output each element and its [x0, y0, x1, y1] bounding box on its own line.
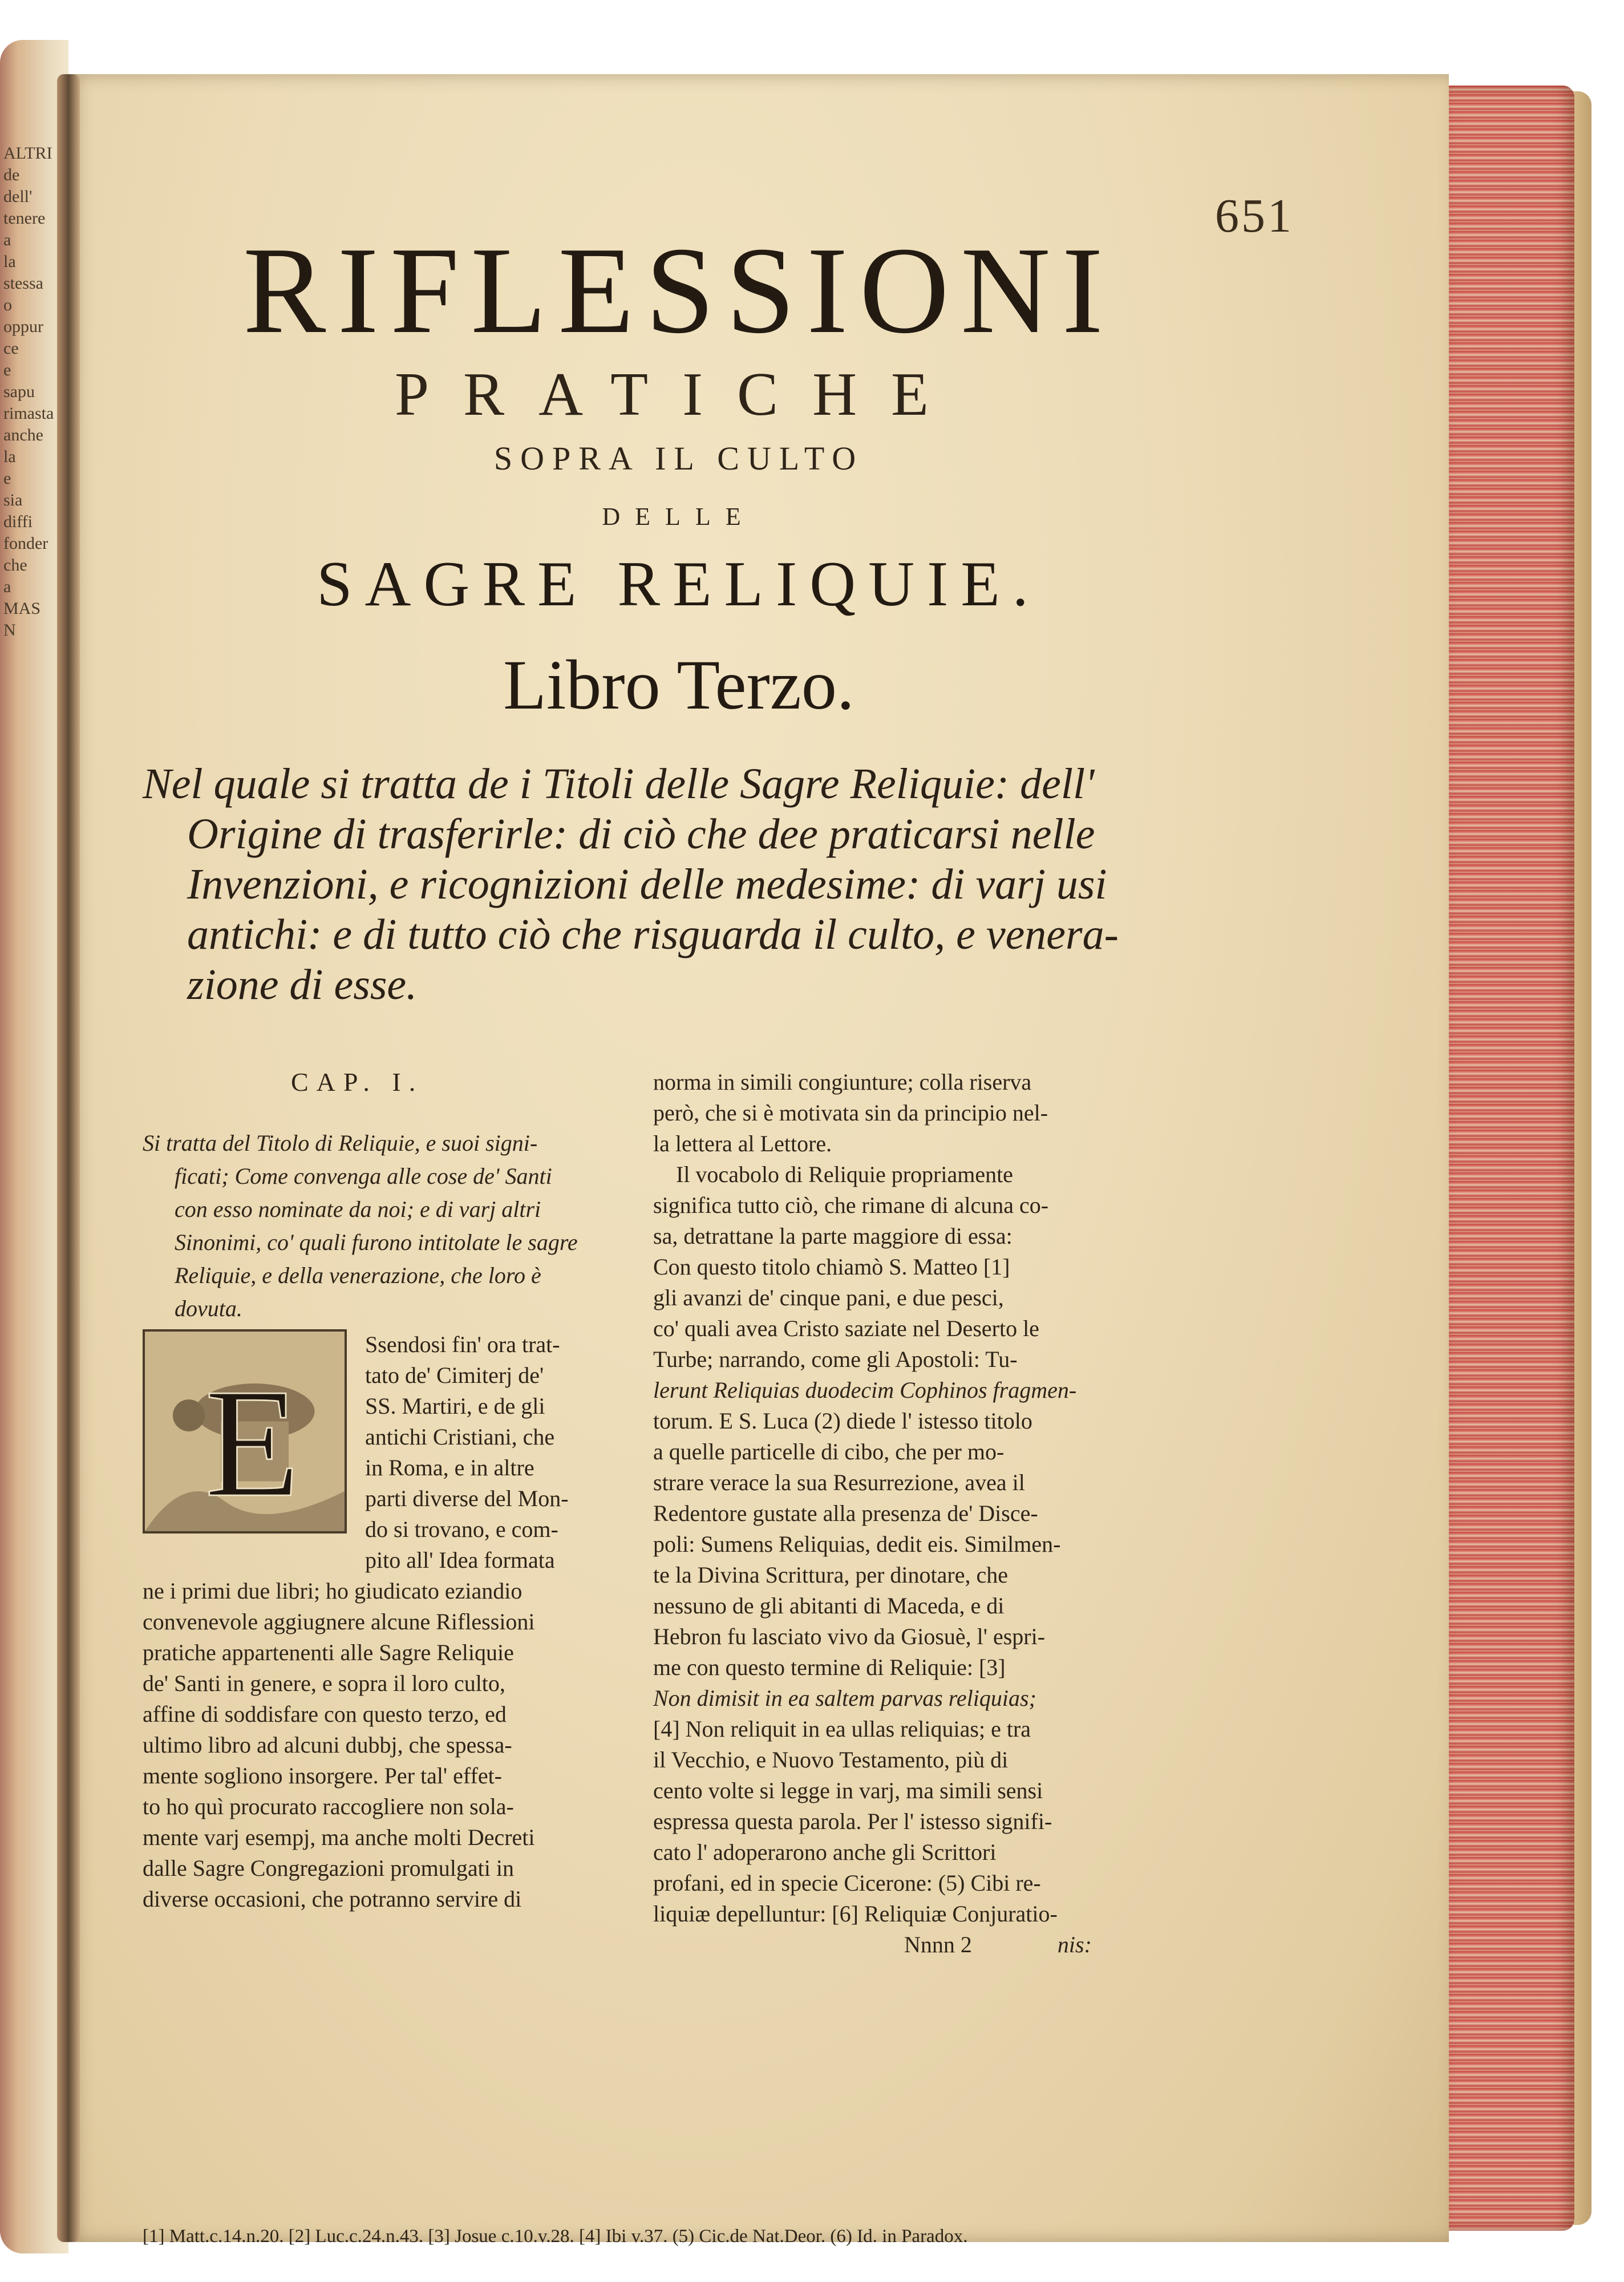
- left-page-fragment-word: e: [3, 361, 11, 379]
- body-line: mente sogliono insorgere. Per tal' effet-: [143, 1763, 502, 1789]
- left-page-fragment-word: e: [3, 469, 11, 488]
- body-line: torum. E S. Luca (2) diede l' istesso titolo: [653, 1408, 1032, 1434]
- book-summary: [143, 759, 1198, 1010]
- body-line: gli avanzi de' cinque pani, e due pesci,: [653, 1285, 1004, 1310]
- left-page-fragment-word: tenere: [3, 209, 46, 228]
- body-line: parti diverse del Mon-: [365, 1486, 569, 1511]
- body-line: affine di soddisfare con questo terzo, ed: [143, 1701, 507, 1727]
- summary-line: Origine di trasferirle: di ciò che dee praticarsi nelle: [187, 810, 1095, 858]
- summary-line: Invenzioni, e ricognizioni delle medesime: di varj usi: [187, 860, 1107, 908]
- book-heading: Libro Terzo.: [503, 646, 854, 724]
- body-line: me con questo termine di Reliquie: [3]: [653, 1654, 1006, 1680]
- body-line: Con questo titolo chiamò S. Matteo [1]: [653, 1254, 1010, 1280]
- body-line: in Roma, e in altre: [365, 1455, 534, 1480]
- left-page-fragment-word: che: [3, 556, 27, 574]
- argument-line: ficati; Come convenga alle cose de' Santi: [175, 1163, 552, 1189]
- left-page-fragment-word: sia: [3, 491, 23, 509]
- body-line: Hebron fu lasciato vivo da Giosuè, l' espri-: [653, 1624, 1046, 1649]
- left-page-text: [3, 143, 63, 641]
- body-line: do si trovano, e com-: [365, 1516, 558, 1542]
- body-line: cento volte si legge in varj, ma simili sensi: [653, 1778, 1043, 1803]
- left-page-fragment-word: sapu: [3, 382, 35, 401]
- left-page-fragment-word: MAS: [3, 599, 41, 618]
- body-line: [4] Non reliquit in ea ullas reliquias; e tra: [653, 1716, 1031, 1742]
- book-fore-edge: [1449, 86, 1574, 2231]
- body-line: de' Santi in genere, e sopra il loro culto,: [143, 1670, 505, 1696]
- left-page-fragment-word: a: [3, 230, 11, 249]
- argument-line: con esso nominate da noi; e di varj altri: [175, 1196, 541, 1222]
- title-line-5: SAGRE RELIQUIE.: [317, 549, 1041, 620]
- summary-line: zione di esse.: [187, 961, 418, 1009]
- body-line: Il vocabolo di Reliquie propriamente: [676, 1162, 1013, 1187]
- body-line: tato de' Cimiterj de': [365, 1362, 544, 1388]
- body-line: antichi Cristiani, che: [365, 1424, 555, 1450]
- body-line: convenevole aggiugnere alcune Riflessioni: [143, 1609, 535, 1634]
- left-page-fragment-word: la: [3, 252, 16, 271]
- right-column-text: [653, 1067, 1152, 1960]
- body-line: la lettera al Lettore.: [653, 1131, 832, 1156]
- left-page-fragment-word: anche: [3, 426, 43, 444]
- chapter-label: CAP. I.: [291, 1067, 424, 1097]
- body-line: SS. Martiri, e de gli: [365, 1393, 545, 1419]
- initial-ornament-image: [145, 1332, 345, 1531]
- body-line: lerunt Reliquias duodecim Cophinos fragmen-: [653, 1377, 1077, 1403]
- signature-and-catchword: [653, 1929, 1152, 1960]
- body-line: a quelle particelle di cibo, che per mo-: [653, 1439, 1005, 1464]
- title-line-3: SOPRA IL CULTO: [493, 440, 864, 477]
- body-line: ne i primi due libri; ho giudicato eziandio: [143, 1578, 523, 1604]
- argument-line: Si tratta del Titolo di Reliquie, e suoi signi-: [143, 1130, 538, 1156]
- body-line: ultimo libro ad alcuni dubbj, che spessa-: [143, 1732, 512, 1758]
- left-page-fragment-word: dell': [3, 187, 33, 206]
- body-line: nessuno de gli abitanti di Maceda, e di: [653, 1593, 1005, 1619]
- chapter-argument: [143, 1127, 645, 1325]
- body-line: to ho quì procurato raccogliere non sola-: [143, 1794, 514, 1819]
- left-page-fragment-word: N: [3, 621, 16, 640]
- body-line: però, che si è motivata sin da principio nel-: [653, 1100, 1048, 1126]
- left-page-fragment-word: oppur: [3, 317, 43, 336]
- left-page-fragment-word: fonder: [3, 534, 48, 553]
- body-line: Turbe; narrando, come gli Apostoli: Tu-: [653, 1346, 1018, 1372]
- body-line: diverse occasioni, che potranno servire di: [143, 1886, 522, 1912]
- left-page-fragment-word: de: [3, 165, 20, 184]
- title-line-4: DELLE: [602, 503, 756, 531]
- body-line: poli: Sumens Reliquias, dedit eis. Similmen-: [653, 1531, 1061, 1557]
- argument-line: Reliquie, e della venerazione, che loro è: [175, 1263, 541, 1288]
- body-line: pito all' Idea formata: [365, 1547, 555, 1573]
- summary-line: antichi: e di tutto ciò che risguarda il culto, e venera-: [187, 911, 1119, 958]
- footnotes: [1] Matt.c.14.n.20. [2] Luc.c.24.n.43. [3] Josue c.10.v.28. [4] Ibi v.37. (5) Cic.de Nat.Deor. (6) Id. in Paradox.: [143, 2226, 968, 2247]
- decorated-initial-E: [143, 1329, 347, 1534]
- left-page-fragment-word: ce: [3, 339, 19, 358]
- title-line-2: PRATICHE: [394, 361, 963, 428]
- left-page-fragment-word: la: [3, 447, 16, 466]
- book-gutter: [57, 74, 80, 2242]
- body-line: espressa questa parola. Per l' istesso signifi-: [653, 1808, 1052, 1834]
- body-line: profani, ed in specie Cicerone: (5) Cibi re-: [653, 1870, 1041, 1896]
- left-page-fragment-word: rimasta: [3, 404, 54, 423]
- body-line: significa tutto ciò, che rimane di alcuna co-: [653, 1192, 1049, 1218]
- summary-line: Nel quale si tratta de i Titoli delle Sagre Reliquie: dell': [143, 760, 1095, 808]
- body-line: dalle Sagre Congregazioni promulgati in: [143, 1855, 514, 1881]
- body-line: Non dimisit in ea saltem parvas reliquias;: [653, 1685, 1036, 1711]
- left-page-fragment-word: o: [3, 296, 12, 314]
- left-page-fragment-word: diffi: [3, 512, 33, 531]
- body-line: liquiæ depelluntur: [6] Reliquiæ Conjuratio-: [653, 1901, 1058, 1927]
- body-line: sa, detrattane la parte maggiore di essa:: [653, 1223, 1013, 1249]
- body-line: norma in simili congiunture; colla riserva: [653, 1069, 1032, 1095]
- signature-mark: Nnnn 2: [904, 1932, 972, 1957]
- body-line: pratiche appartenenti alle Sagre Reliquie: [143, 1640, 514, 1665]
- body-line: il Vecchio, e Nuovo Testamento, più di: [653, 1747, 1009, 1773]
- body-line: mente varj esempj, ma anche molti Decreti: [143, 1824, 535, 1850]
- argument-line: Sinonimi, co' quali furono intitolate le sagre: [175, 1229, 578, 1255]
- body-line: strare verace la sua Resurrezione, avea il: [653, 1470, 1025, 1495]
- body-line: Ssendosi fin' ora trat-: [365, 1332, 560, 1357]
- argument-line: dovuta.: [175, 1296, 242, 1321]
- page-number: 651: [1215, 189, 1294, 242]
- left-page-fragment-word: stessa: [3, 274, 43, 293]
- body-line: cato l' adoperarono anche gli Scrittori: [653, 1839, 997, 1865]
- catchword: nis:: [1057, 1932, 1092, 1957]
- initial-letter: E: [205, 1357, 300, 1530]
- body-line: Redentore gustate alla presenza de' Disce-: [653, 1500, 1038, 1526]
- title-line-1: RIFLESSIONI: [242, 222, 1115, 359]
- body-line: te la Divina Scrittura, per dinotare, che: [653, 1562, 1008, 1588]
- left-page-fragment-word: a: [3, 577, 11, 596]
- left-page-fragment-word: ALTRI: [3, 144, 52, 163]
- body-line: co' quali avea Cristo saziate nel Deserto le: [653, 1316, 1039, 1341]
